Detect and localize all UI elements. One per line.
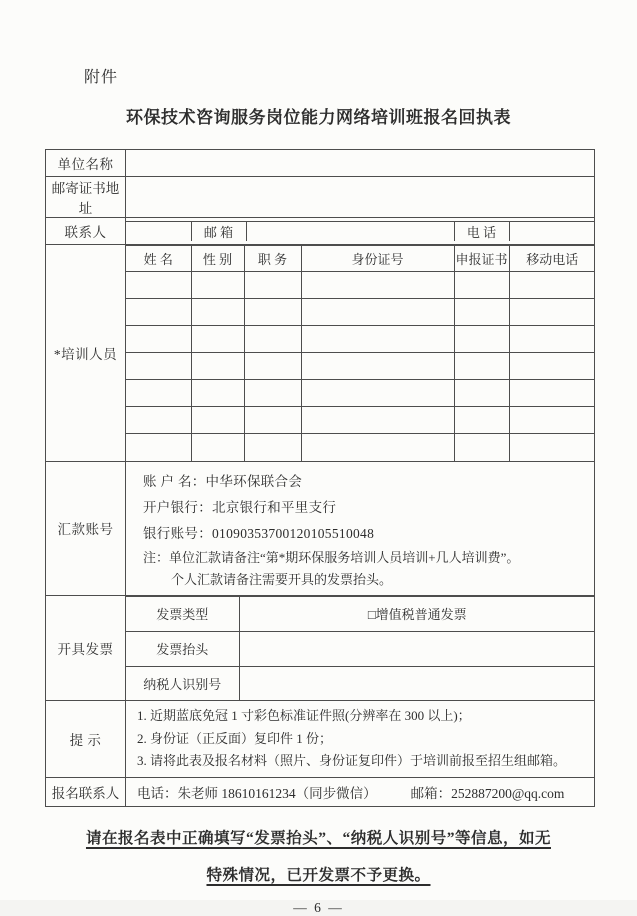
trainee-blank-cell: [509, 407, 595, 434]
trainee-col-name: 姓 名: [126, 246, 191, 272]
contact-name-field: [126, 222, 191, 242]
trainee-blank-cell: [191, 326, 244, 353]
trainee-blank-cell: [454, 407, 509, 434]
trainee-blank-cell: [191, 299, 244, 326]
unit-name-row: [46, 150, 595, 177]
trainee-blank-cell: [301, 272, 454, 299]
trainee-blank-cell: [126, 272, 191, 299]
unit-name-label: 单位名称: [46, 150, 126, 177]
invoice-type-field: [239, 596, 595, 631]
invoice-title-field: [239, 631, 595, 666]
remittance-details: [126, 461, 595, 595]
tips-row: [46, 701, 595, 778]
registration-contact-content: [126, 777, 595, 806]
trainees-blank-rows: [126, 272, 595, 461]
trainee-blank-cell: [301, 434, 454, 461]
registration-contact-phone: 电话：朱老师 18610161234（同步微信）: [137, 785, 377, 801]
trainee-blank-cell: [126, 380, 191, 407]
remittance-account-number: 银行账号：01090353700120105510048: [143, 525, 375, 541]
footer-note-line-1: 请在报名表中正确填写“发票抬头”、“纳税人识别号”等信息，如无: [85, 829, 551, 847]
trainee-blank-row: [126, 272, 595, 299]
contact-email-field: [246, 222, 454, 242]
footer-note-line-2: 特殊情况，已开发票不予更换。: [206, 866, 431, 884]
mail-address-label: 邮寄证书地址: [46, 177, 126, 218]
invoice-sub-table: [126, 596, 595, 701]
trainee-blank-cell: [126, 407, 191, 434]
trainee-blank-cell: [454, 272, 509, 299]
trainee-blank-row: [126, 407, 595, 434]
trainee-blank-cell: [244, 434, 301, 461]
contact-phone-label: 电 话: [454, 222, 509, 242]
page-number: — 6 —: [293, 899, 344, 915]
trainee-blank-cell: [301, 299, 454, 326]
trainee-blank-cell: [244, 353, 301, 380]
trainee-blank-cell: [509, 326, 595, 353]
trainee-blank-cell: [126, 353, 191, 380]
trainee-blank-cell: [126, 434, 191, 461]
attachment-label: 附件: [84, 69, 119, 86]
invoice-type-label: 发票类型: [126, 596, 239, 631]
trainee-blank-cell: [244, 299, 301, 326]
trainee-blank-cell: [509, 380, 595, 407]
trainee-blank-cell: [454, 299, 509, 326]
unit-name-field: [126, 150, 595, 177]
trainee-blank-cell: [301, 407, 454, 434]
tips-item-3: 3. 请将此表及报名材料（照片、身份证复印件）于培训前报至招生组邮箱。: [137, 753, 567, 768]
trainee-blank-row: [126, 353, 595, 380]
invoice-section-label: 开具发票: [46, 595, 126, 701]
trainee-blank-cell: [191, 272, 244, 299]
trainee-blank-cell: [244, 326, 301, 353]
trainee-blank-cell: [191, 407, 244, 434]
trainee-blank-row: [126, 299, 595, 326]
invoice-type-value: 增值税普通发票: [375, 607, 467, 622]
trainee-col-mobile: 移动电话: [509, 246, 595, 272]
trainee-blank-cell: [301, 380, 454, 407]
trainee-blank-cell: [191, 434, 244, 461]
trainee-blank-cell: [244, 272, 301, 299]
trainee-blank-row: [126, 326, 595, 353]
trainees-row: [46, 245, 595, 462]
mail-address-row: [46, 177, 595, 218]
trainees-header-row: [126, 246, 595, 272]
trainee-col-gender: 性 别: [191, 246, 244, 272]
trainee-blank-cell: [509, 272, 595, 299]
trainee-blank-cell: [126, 299, 191, 326]
contact-sub-table: [126, 221, 595, 241]
footer-note: [0, 820, 637, 894]
trainee-blank-cell: [509, 434, 595, 461]
trainee-col-certificate: 申报证书: [454, 246, 509, 272]
tips-section-label: 提 示: [46, 701, 126, 778]
tips-content: [126, 701, 595, 778]
registration-contact-email: 邮箱：252887200@qq.com: [410, 785, 565, 801]
remittance-section-label: 汇款账号: [46, 461, 126, 595]
trainee-blank-cell: [191, 353, 244, 380]
trainees-section-label: *培训人员: [46, 245, 126, 462]
contact-email-label: 邮 箱: [191, 222, 246, 242]
remittance-bank: 开户银行：北京银行和平里支行: [143, 499, 337, 515]
registration-contact-label: 报名联系人: [46, 777, 126, 806]
invoice-title-label: 发票抬头: [126, 631, 239, 666]
trainee-blank-cell: [454, 353, 509, 380]
trainees-table: [126, 245, 595, 461]
trainee-blank-cell: [454, 434, 509, 461]
invoice-tax-id-field: [239, 666, 595, 700]
remittance-row: [46, 461, 595, 595]
trainee-blank-cell: [191, 380, 244, 407]
invoice-type-checkbox-icon: □: [367, 607, 376, 622]
trainee-blank-cell: [509, 299, 595, 326]
contact-phone-field: [509, 222, 595, 242]
tips-item-1: 1. 近期蓝底免冠 1 寸彩色标准证件照(分辨率在 300 以上)；: [137, 708, 471, 723]
contact-label: 联系人: [46, 218, 126, 245]
trainee-blank-row: [126, 434, 595, 461]
trainee-col-position: 职 务: [244, 246, 301, 272]
trainee-blank-cell: [301, 326, 454, 353]
trainee-blank-cell: [244, 407, 301, 434]
invoice-row: [46, 595, 595, 701]
registration-contact-row: [46, 777, 595, 806]
trainee-blank-cell: [509, 353, 595, 380]
trainee-col-id-number: 身份证号: [301, 246, 454, 272]
trainee-blank-cell: [126, 326, 191, 353]
remittance-note-1: 注：单位汇款请备注“第*期环保服务培训人员培训+几人培训费”。: [143, 549, 520, 565]
registration-form-table: [45, 149, 595, 807]
remittance-note-2: 个人汇款请备注需要开具的发票抬头。: [171, 571, 393, 587]
trainee-blank-cell: [454, 326, 509, 353]
tips-item-2: 2. 身份证（正反面）复印件 1 份；: [137, 730, 333, 746]
document-title: 环保技术咨询服务岗位能力网络培训班报名回执表: [126, 108, 511, 127]
remittance-account-name: 账 户 名：中华环保联合会: [143, 473, 303, 489]
trainee-blank-cell: [244, 380, 301, 407]
trainee-blank-cell: [301, 353, 454, 380]
contact-row: [46, 218, 595, 245]
mail-address-field: [126, 177, 595, 218]
invoice-tax-id-label: 纳税人识别号: [126, 666, 239, 700]
trainee-blank-row: [126, 380, 595, 407]
trainee-blank-cell: [454, 380, 509, 407]
